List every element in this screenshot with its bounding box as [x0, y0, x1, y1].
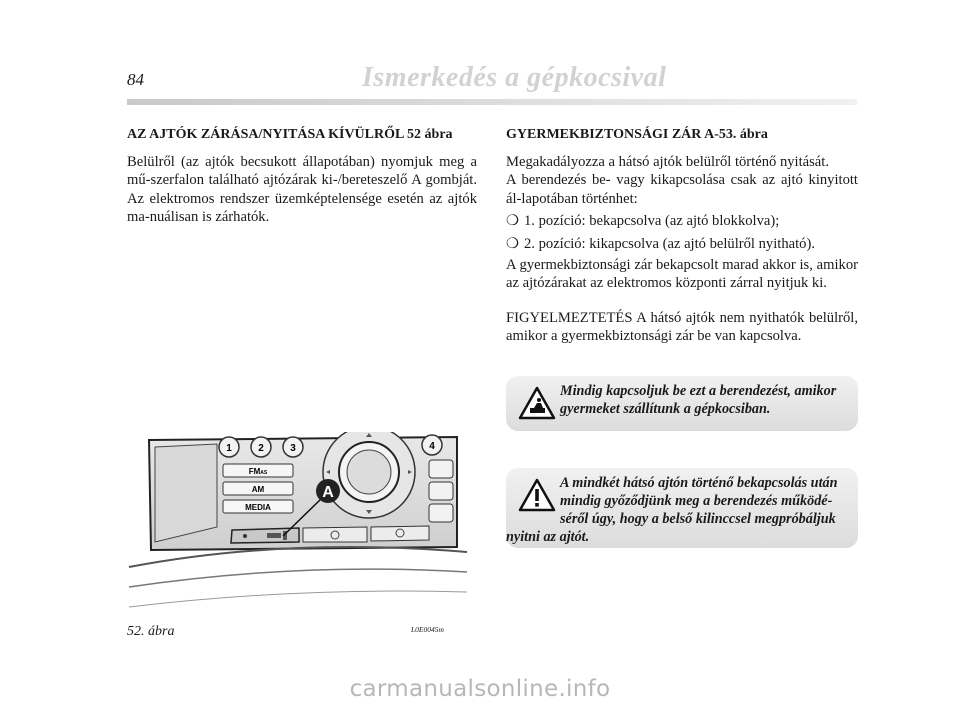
list-item-text: 2. pozíció: kikapcsolva (az ajtó belülről nyitható).: [524, 235, 815, 252]
svg-text:A: A: [322, 484, 334, 501]
figure-code: L0E0045m: [411, 625, 444, 634]
svg-text:AM: AM: [251, 485, 265, 494]
chapter-title: Ismerkedés a gépkocsival: [362, 62, 667, 93]
watermark: carmanualsonline.info: [349, 676, 611, 702]
right-column: [506, 126, 858, 346]
door-locking-text: Belülről (az ajtók becsukott állapotában) nyomjuk meg a mű-szerfalon található ajtózárak ki-/bereteszelő A gombját. Az elektromos rendszer üzemképtelensége esetén az ajtók ma-nuálisan is zárhatók.: [127, 153, 477, 226]
child-lock-para-3: A gyermekbiztonsági zár bekapcsolt marad akkor is, amikor az ajtózárakat az elektromos központi zárral nyitjuk ki.: [506, 256, 858, 292]
preset-button-4: [422, 435, 442, 455]
warning-box-2: [506, 468, 858, 548]
svg-text:1: 1: [226, 443, 232, 454]
bullet-circle-icon: ❍: [506, 235, 520, 252]
svg-text:MEDIA: MEDIA: [245, 503, 271, 512]
child-seat-warning-icon: [518, 386, 556, 420]
callout-a: [316, 479, 340, 503]
warning-text-1: Mindig kapcsoljuk be ezt a berendezést, amikor gyermeket szállítunk a gépkocsiban.: [560, 383, 837, 417]
am-button: [223, 482, 293, 495]
list-item-text: 1. pozíció: bekapcsolva (az ajtó blokkolva);: [524, 213, 780, 230]
header-rule: [127, 99, 857, 105]
warning-text-2: A mindkét hátsó ajtón történő bekapcsolás után mindig győződjünk meg a berendezés működé-séről úgy, hogy a belső kilinccsel megpróbáljuk nyitni az ajtót.: [506, 475, 838, 545]
fm-button: [223, 464, 293, 477]
preset-button-1: [219, 437, 239, 457]
page-number: 84: [127, 70, 144, 89]
bullet-circle-icon: ❍: [506, 213, 520, 230]
warning-note: FIGYELMEZTETÉS A hátsó ajtók nem nyithatók belülről, amikor a gyermekbiztonsági zár be van kapcsolva.: [506, 309, 858, 345]
preset-button-3: [283, 437, 303, 457]
dashboard-figure: [127, 432, 469, 622]
media-button: [223, 500, 293, 513]
preset-button-2: [251, 437, 271, 457]
section-heading-door-locking: AZ AJTÓK ZÁRÁSA/NYITÁSA KÍVÜLRŐL 52 ábra: [127, 127, 453, 142]
navigation-ring: [323, 432, 415, 518]
svg-text:FMAS: FMAS: [248, 467, 268, 476]
child-lock-intro-2: A berendezés be- vagy kikapcsolása csak az ajtó kinyitott ál-lapotában történhet:: [506, 172, 858, 207]
child-lock-intro-1: Megakadályozza a hátsó ajtók belülről történő nyitását.: [506, 153, 829, 170]
list-item: [506, 235, 858, 254]
figure-caption: 52. ábra: [127, 624, 175, 639]
warning-box-1: [506, 376, 858, 431]
list-item: [506, 212, 858, 231]
svg-text:4: 4: [429, 441, 435, 452]
svg-text:2: 2: [258, 443, 264, 454]
left-column: [127, 126, 477, 227]
svg-text:3: 3: [290, 443, 296, 454]
section-heading-child-lock: GYERMEKBIZTONSÁGI ZÁR A-53. ábra: [506, 127, 768, 142]
